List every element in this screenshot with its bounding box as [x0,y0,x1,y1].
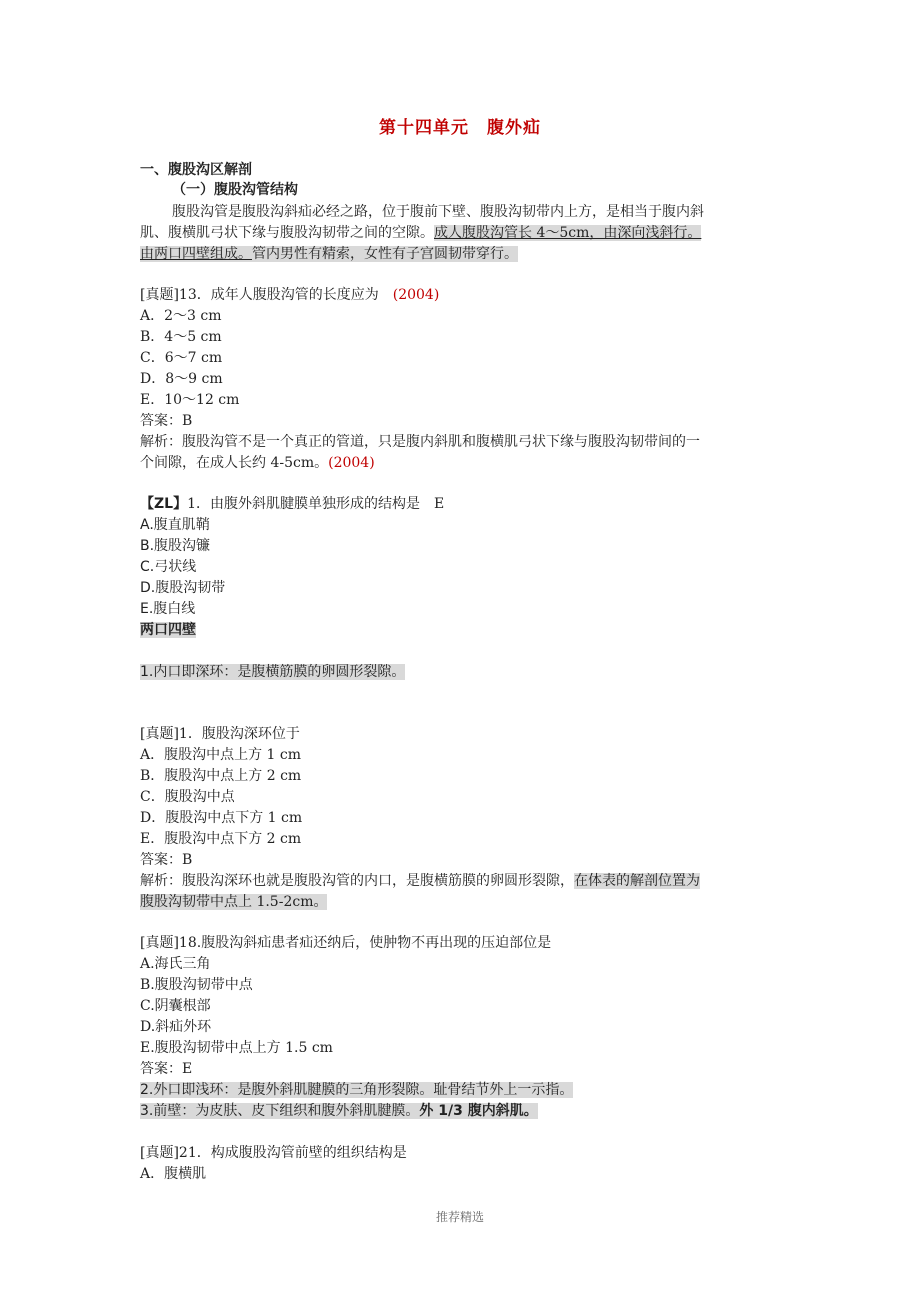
question-stem [140,494,444,514]
note-line [140,662,405,682]
option-item: B．腹股沟中点上方 2 cm [140,768,302,784]
zl-tag: 【ZL】 [140,496,188,512]
answer-line: 答案：E [140,1061,193,1077]
option-item: A.海氏三角 [140,956,211,972]
paragraph-line [140,244,518,264]
paragraph-text: 肌、腹横肌弓状下缘与腹股沟韧带之间的空隙。 [140,225,434,241]
analysis-line: 解析：腹股沟管不是一个真正的管道，只是腹内斜肌和腹横肌弓状下缘与腹股沟韧带间的一 [140,434,700,450]
question-text: [真题]13．成年人腹股沟管的长度应为 [140,287,379,303]
analysis-line [140,453,375,473]
option-item: C.阴囊根部 [140,998,211,1014]
analysis-text: 个间隙，在成人长约 4-5cm。 [140,455,329,471]
analysis-year: (2004) [328,455,375,471]
option-item: B.腹股沟镰 [140,538,211,554]
highlighted-text: 管内男性有精索，女性有子宫圆韧带穿行。 [252,246,518,262]
highlighted-text: 2.外口即浅环：是腹外斜肌腱膜的三角形裂隙。耻骨结节外上一示指。 [140,1082,574,1098]
question-stem: [真题]18.腹股沟斜疝患者疝还纳后，使肿物不再出现的压迫部位是 [140,935,552,951]
option-item: B．4～5 cm [140,329,222,345]
option-item: C．腹股沟中点 [140,789,235,805]
option-item: E．10～12 cm [140,392,240,408]
note-line [140,1080,573,1100]
highlighted-text: 腹股沟韧带中点上 1.5-2cm。 [140,894,328,910]
option-item: D．腹股沟中点下方 1 cm [140,810,303,826]
question-text: 1．由腹外斜肌腱膜单独形成的结构是 E [187,496,445,512]
highlighted-text: 3.前壁：为皮肤、皮下组织和腹外斜肌腱膜。 [140,1103,420,1119]
question-stem: [真题]1．腹股沟深环位于 [140,726,300,742]
option-item: E.腹白线 [140,601,196,617]
option-item: E.腹股沟韧带中点上方 1.5 cm [140,1040,333,1056]
page-title: 第十四单元 腹外疝 [379,118,541,138]
highlighted-text: 两口四壁 [140,622,196,638]
highlighted-text: 由两口四壁组成。 [140,246,252,262]
highlighted-text: 1.内口即深环：是腹横筋膜的卵圆形裂隙。 [140,664,406,680]
option-item: C．6～7 cm [140,350,223,366]
option-item: A．2～3 cm [140,308,222,324]
analysis-text: 解析：腹股沟深环也就是腹股沟管的内口，是腹横筋膜的卵圆形裂隙， [140,873,574,889]
highlighted-text: 外 1/3 腹内斜肌。 [419,1103,538,1119]
option-item: A.腹直肌鞘 [140,517,210,533]
analysis-line [140,871,700,891]
section-heading: 一、腹股沟区解剖 [140,162,252,178]
highlighted-text: 在体表的解剖位置为 [574,873,700,889]
answer-line: 答案：B [140,413,193,429]
option-item: D.腹股沟韧带 [140,580,226,596]
subheading [140,620,196,640]
analysis-line [140,892,327,912]
question-year: (2004) [392,287,440,303]
note-line [140,1101,538,1121]
option-item: C.弓状线 [140,559,197,575]
option-item: B.腹股沟韧带中点 [140,977,253,993]
option-item: D．8～9 cm [140,371,223,387]
page-footer: 推荐精选 [435,1210,484,1224]
subsection-heading: （一）腹股沟管结构 [172,182,298,198]
question-stem [140,285,439,305]
paragraph-line [140,223,701,243]
question-stem: [真题]21．构成腹股沟管前壁的组织结构是 [140,1145,407,1161]
option-item: A．腹横肌 [140,1166,207,1182]
paragraph-line: 腹股沟管是腹股沟斜疝必经之路，位于腹前下壁、腹股沟韧带内上方，是相当于腹内斜 [172,204,704,220]
option-item: E．腹股沟中点下方 2 cm [140,831,302,847]
answer-line: 答案：B [140,852,193,868]
option-item: D.斜疝外环 [140,1019,212,1035]
highlighted-text: 成人腹股沟管长 4～5cm，由深向浅斜行。 [434,225,702,241]
option-item: A．腹股沟中点上方 1 cm [140,747,302,763]
